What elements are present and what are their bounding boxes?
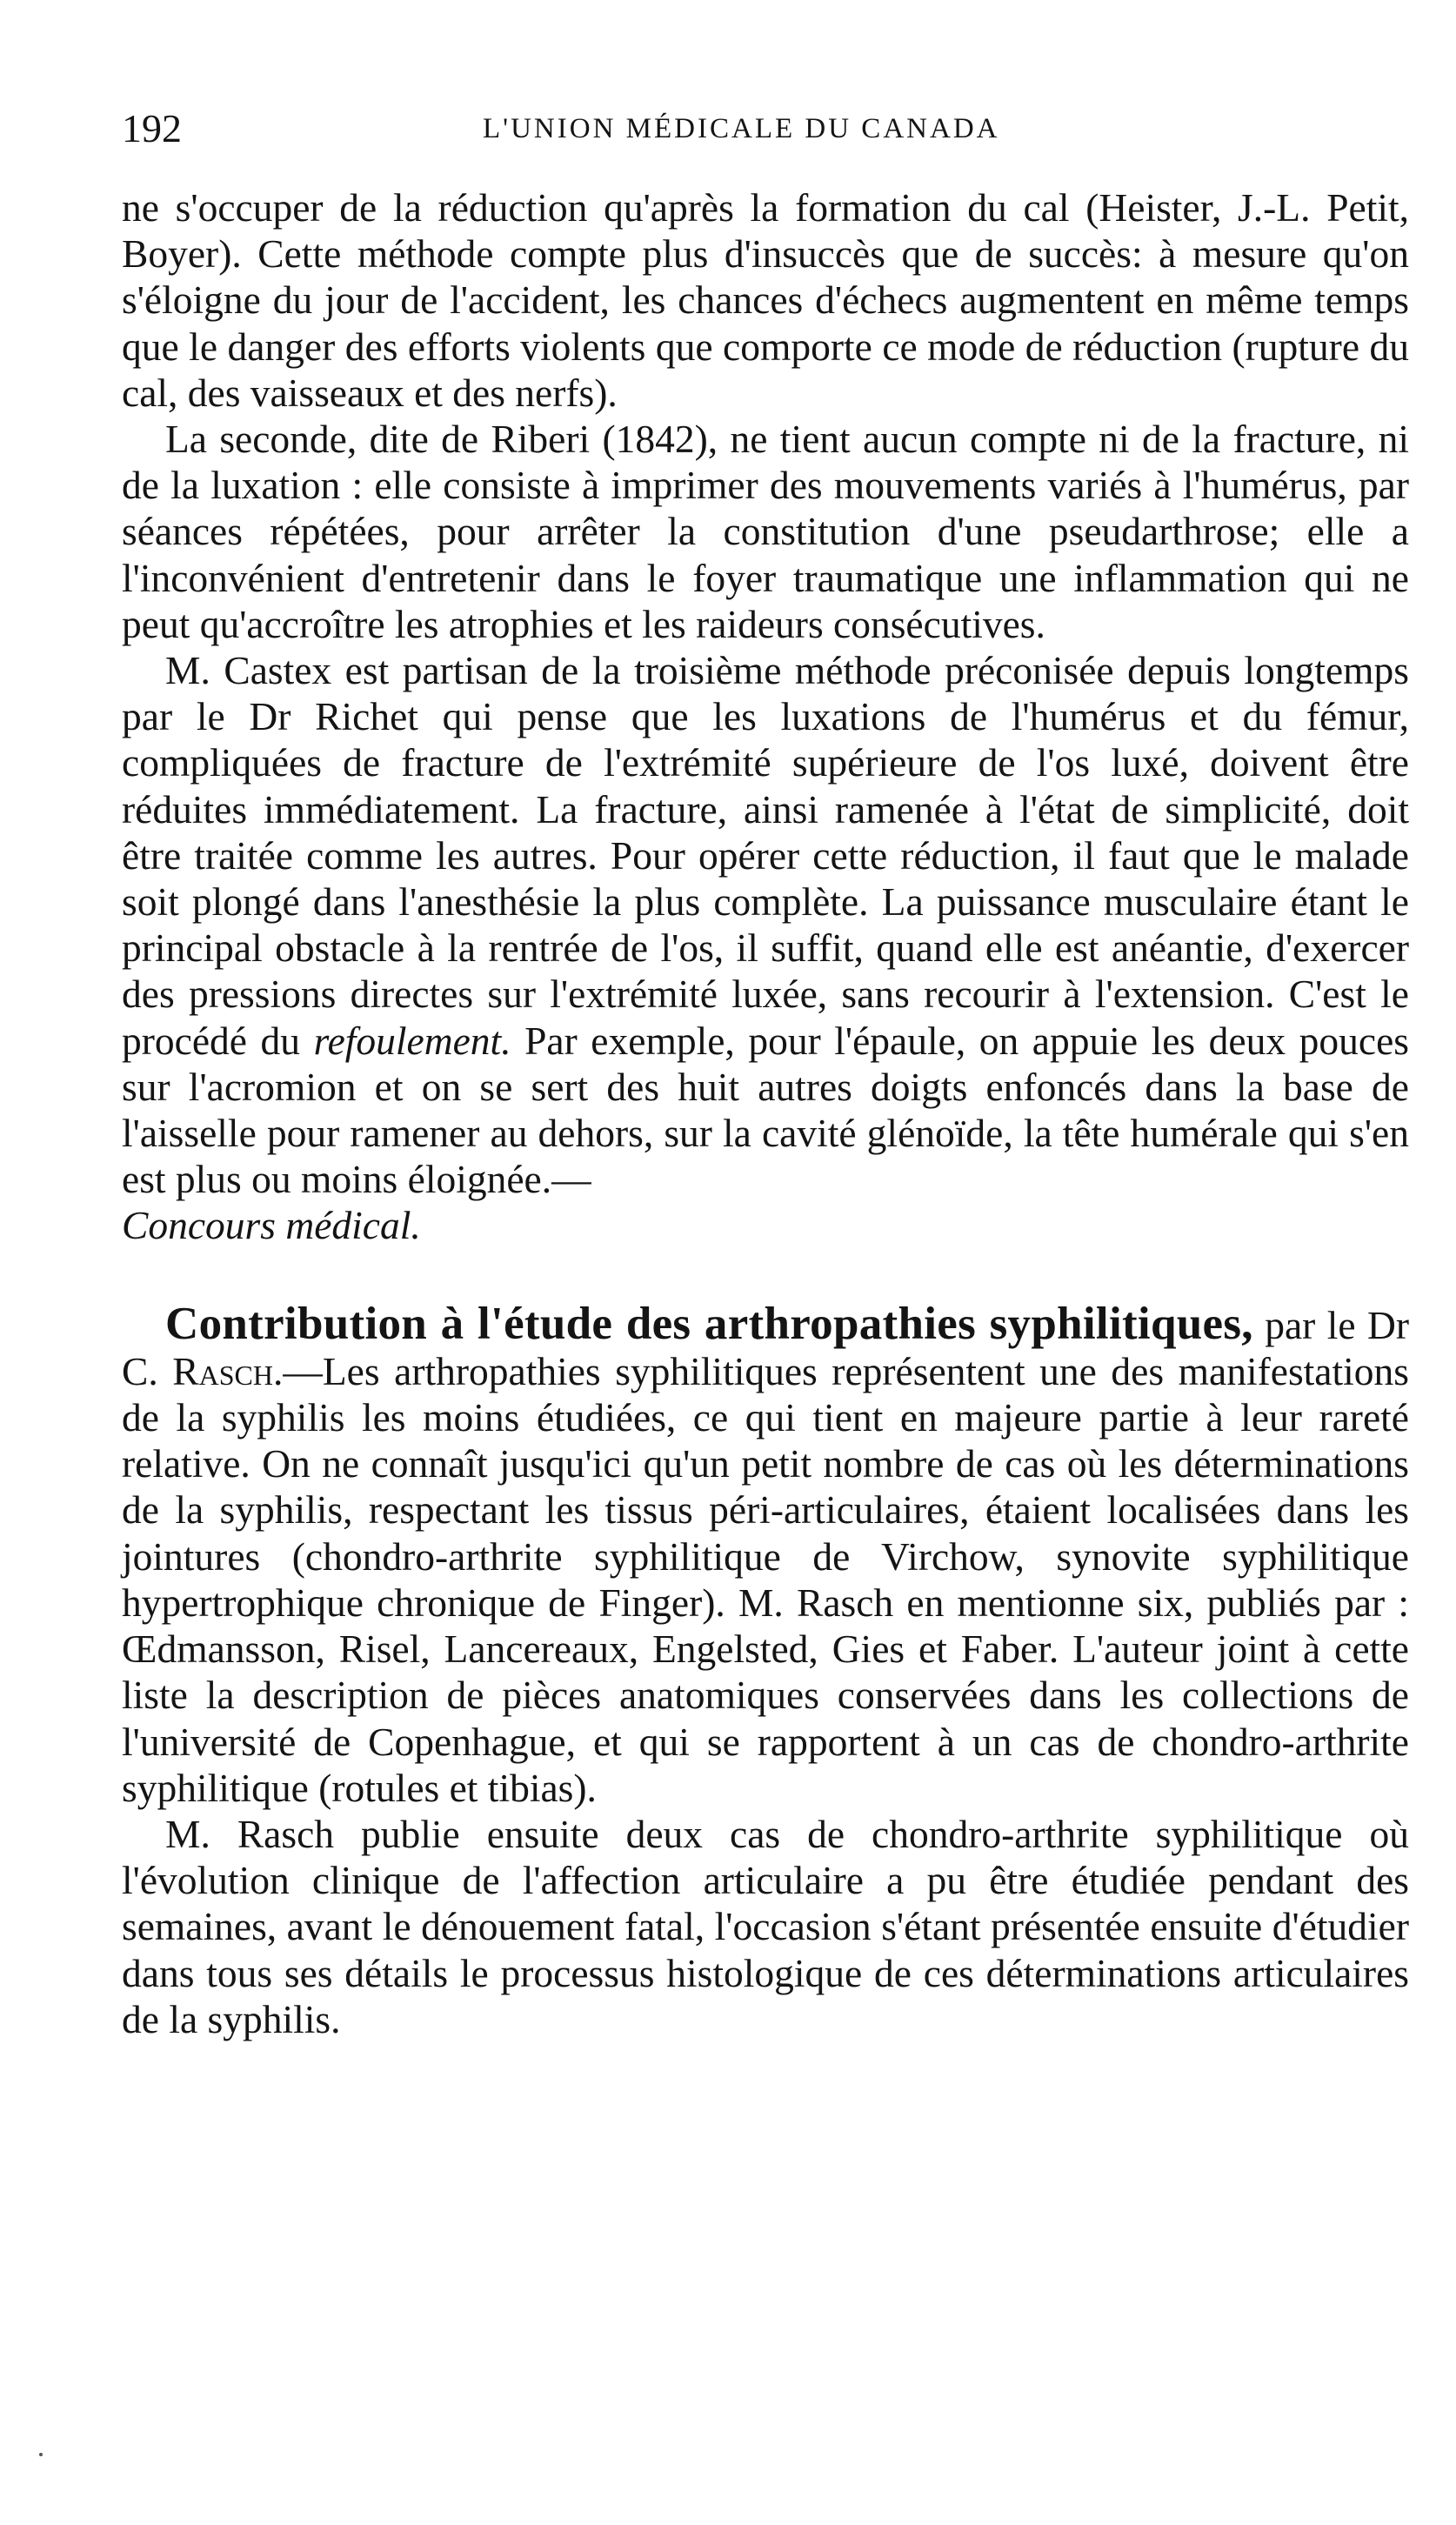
paragraph-castex-text-end: Par exemple, pour l'épaule, on appuie les deux pouces sur l'acromion et on se sert des huit autres doigts enfoncés dans la base de l'aisselle pour ramener au dehors, sur la cavité glénoïde, la tête humérale qui s'en est plus ou moins éloignée.— <box>122 1018 1409 1202</box>
paragraph-continuation: ne s'occuper de la réduction qu'après la formation du cal (Heister, J.-L. Petit, Boyer). Cette méthode compte plus d'insuccès que de succès: à mesure qu'on s'éloigne du jour de l'accident, les chances d'échecs augmentent en même temps que le danger des efforts violents que comporte ce mode de réduction (rupture du cal, des vaisseaux et des nerfs). <box>122 185 1409 415</box>
article-author: Rasch <box>172 1348 273 1393</box>
running-head <box>122 103 1409 155</box>
source-citation: Concours médical. <box>122 1203 421 1248</box>
article-title: Contribution à l'étude des arthropathies syphilitiques, <box>165 1298 1253 1349</box>
page-number: 192 <box>122 106 182 150</box>
article-byline: par le Dr C. <box>122 1302 1409 1393</box>
emphasis-refoulement: refoulement. <box>313 1018 511 1063</box>
article-arthropathies <box>122 1298 1409 1811</box>
paragraph-riberi-method: La seconde, dite de Riberi (1842), ne tient aucun compte ni de la fracture, ni de la luxation : elle consiste à imprimer des mouvements variés à l'humérus, par séances répétées, pour arrêter la constitution d'une pseudarthrose; elle a l'inconvénient d'entretenir dans le foyer traumatique une inflammation qui ne peut qu'accroître les atrophies et les raideurs consécutives. <box>122 417 1409 646</box>
article-body: .—Les arthropathies syphilitiques représentent une des manifestations de la syphilis les moins étudiées, ce qui tient en majeure partie à leur rareté relative. On ne connaît jusqu'ici qu'un petit nombre de cas où les déterminations de la syphilis, respectant les tissus péri-articulaires, étaient localisées dans les jointures (chondro-arthrite syphilitique de Virchow, synovite syphilitique hypertrophique chronique de Finger). M. Rasch en mentionne six, publiés par : Œdmansson, Risel, Lancereaux, Engelsted, Gies et Faber. L'auteur joint à cette liste la description de pièces anatomiques conservées dans les collections de l'université de Copenhague, et qui se rapportent à un cas de chondro-arthrite syphilitique (rotules et tibias). <box>122 1348 1409 1810</box>
paragraph-castex-method <box>122 647 1409 1249</box>
scan-speck <box>39 2453 43 2456</box>
paragraph-rasch-cases: M. Rasch publie ensuite deux cas de chondro-arthrite syphilitique où l'évolution clinique de l'affection articulaire a pu être étudiée pendant des semaines, avant le dénouement fatal, l'occasion s'étant présentée ensuite d'étudier dans tous ses détails le processus histologique de ces déterminations articulaires de la syphilis. <box>122 1811 1409 2041</box>
paragraph-castex-text: M. Castex est partisan de la troisième méthode préconisée depuis longtemps par le Dr Richet qui pense que les luxations de l'humérus et du fémur, compliquées de fracture de l'extrémité supérieure de l'os luxé, doivent être réduites immédiatement. La fracture, ainsi ramenée à l'état de simplicité, doit être traitée comme les autres. Pour opérer cette réduction, il faut que le malade soit plongé dans l'anesthésie la plus complète. La puissance musculaire étant le principal obstacle à la rentrée de l'os, il suffit, quand elle est anéantie, d'exercer des pressions directes sur l'extrémité luxée, sans recourir à l'extension. C'est le procédé du <box>122 648 1409 1063</box>
journal-title: L'UNION MÉDICALE DU CANADA <box>483 113 1000 144</box>
page-body <box>122 184 1409 2042</box>
